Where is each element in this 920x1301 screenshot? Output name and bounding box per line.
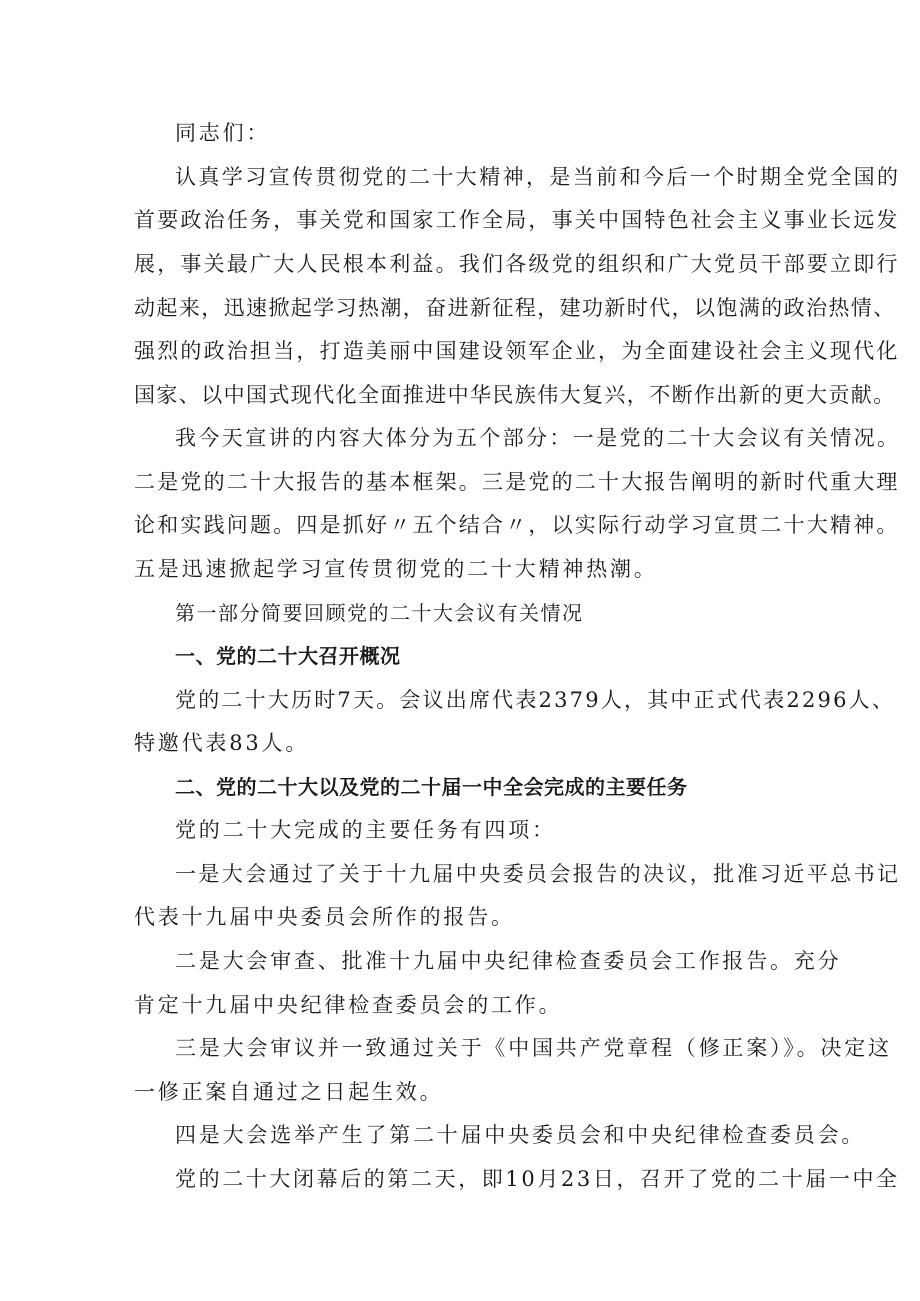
intro-paragraph-line: 首要政治任务，事关党和国家工作全局，事关中国特色社会主义事业长远发 xyxy=(134,208,900,232)
section-heading-1: 一、党的二十大召开概况 xyxy=(175,644,401,668)
outline-paragraph-line: 二是党的二十大报告的基本框架。三是党的二十大报告阐明的新时代重大理 xyxy=(134,470,900,494)
body-paragraph-line: 一是大会通过了关于十九届中央委员会报告的决议，批准习近平总书记 xyxy=(175,862,901,886)
body-paragraph-line: 二是大会审查、批准十九届中央纪律检查委员会工作报告。充分 xyxy=(175,949,842,973)
outline-paragraph-line: 五是迅速掀起学习宣传贯彻党的二十大精神热潮。 xyxy=(134,557,658,581)
intro-paragraph-line: 强烈的政治担当，打造美丽中国建设领军企业，为全面建设社会主义现代化 xyxy=(134,339,900,363)
body-paragraph-line: 党的二十大闭幕后的第二天，即10月23日，召开了党的二十届一中全 xyxy=(175,1167,900,1191)
intro-paragraph-line: 动起来，迅速掀起学习热潮，奋进新征程，建功新时代，以饱满的政治热情、 xyxy=(134,296,896,320)
intro-paragraph-line: 国家、以中国式现代化全面推进中华民族伟大复兴，不断作出新的更大贡献。 xyxy=(134,383,896,407)
section-heading-2: 二、党的二十大以及党的二十届一中全会完成的主要任务 xyxy=(175,775,688,799)
salutation: 同志们： xyxy=(175,121,271,145)
body-paragraph-line: 特邀代表83人。 xyxy=(134,731,310,755)
outline-paragraph-line: 我今天宣讲的内容大体分为五个部分：一是党的二十大会议有关情况。 xyxy=(175,426,901,450)
body-paragraph-line: 党的二十大历时7天。会议出席代表2379人，其中正式代表2296人、 xyxy=(175,688,896,712)
intro-paragraph-line: 认真学习宣传贯彻党的二十大精神，是当前和今后一个时期全党全国的 xyxy=(175,165,901,189)
intro-paragraph-line: 展，事关最广大人民根本利益。我们各级党的组织和广大党员干部要立即行 xyxy=(134,252,900,276)
part-one-title: 第一部分简要回顾党的二十大会议有关情况 xyxy=(175,601,584,625)
body-paragraph-line: 肯定十九届中央纪律检查委员会的工作。 xyxy=(134,993,563,1017)
outline-paragraph-line: 论和实践问题。四是抓好〃五个结合〃，以实际行动学习宣贯二十大精神。 xyxy=(134,513,900,537)
body-paragraph-line: 三是大会审议并一致通过关于《中国共产党章程（修正案）》。决定这 xyxy=(175,1036,892,1060)
body-paragraph-line: 四是大会选举产生了第二十届中央委员会和中央纪律检查委员会。 xyxy=(175,1123,866,1147)
body-paragraph-line: 一修正案自通过之日起生效。 xyxy=(134,1080,444,1104)
body-paragraph-line: 代表十九届中央委员会所作的报告。 xyxy=(134,905,515,929)
body-paragraph-line: 党的二十大完成的主要任务有四项： xyxy=(175,818,556,842)
